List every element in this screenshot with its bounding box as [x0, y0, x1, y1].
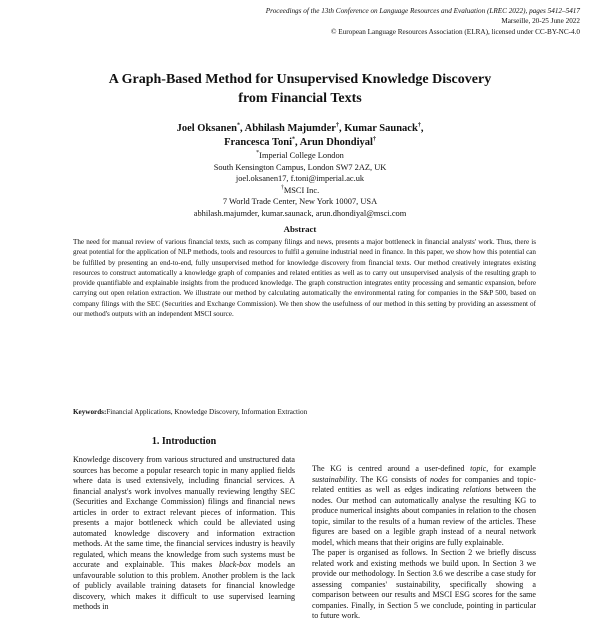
affiliation-1-emails: joel.oksanen17, f.toni@imperial.ac.uk — [235, 174, 365, 183]
author-line-2: Francesca Toni*, Arun Dhondiyal† — [224, 136, 376, 148]
paper-title — [0, 70, 600, 108]
keywords-label: Keywords: — [73, 408, 107, 416]
abstract-text: The need for manual review of various financial texts, such as company filings and news, presents a major bottleneck in financial analysts' work. Thus, there is great potential for the application of NLP methods, tools and resources to fulfil a genuine industrial need in finance. In this paper, we show how this potential can be fulfilled by presenting an end-to-end, fully unsupervised method for knowledge discovery from financial texts. Our method creatively integrates existing resources to construct automatically a knowledge graph of companies and related entities as well as to carry out unsupervised analysis of the resulting graph to provide quantifiable and explainable insights from the produced knowledge. The graph construction integrates entity processing and semantic expansion, before carrying out open relation extraction. We illustrate our method by calculating automatically the environmental rating for companies in the S&P 500, based on company filings with the SEC (Securities and Exchange Commission). We then show the usefulness of our method in this setting by providing an assessment of our method's outputs with an independent MSCI source. — [73, 238, 536, 318]
intro-paragraph: Knowledge discovery from various structured and unstructured data sources has become a popular research topic in many applied fields where data is used extensively, including financial services. A financial analyst's work involves manually reviewing lengthy SEC (Securities and Exchange Commission) filings and financial news articles in order to extract relevant pieces of information. This presents a major bottleneck which could be alleviated using automated knowledge discovery and information extraction methods. At the same time, the financial services industry is heavily regulated, which means the knowledge from such systems must be accurate and explainable. This makes black-box models an unfavourable solution to this problem. Another problem is the lack of publicly available training datasets for financial knowledge discovery, which makes it difficult to use supervised learning methods in — [73, 455, 295, 611]
kg-paragraph: The KG is centred around a user-defined topic, for example sustainability. The KG consists of nodes for companies and topic-related entities as well as edges indicating relations between the nodes. Our method can automatically analyse the resulting KG to produce numerical insights about companies in relation to the chosen topic, similar to the results of a human review of the articles. These figures are based on a legible graph instead of a neural network model, which means that their origins are fully explainable. — [312, 464, 536, 547]
proceedings-header — [266, 6, 580, 37]
affiliation-2-emails: abhilash.majumder, kumar.saunack, arun.dhondiyal@msci.com — [193, 208, 407, 218]
keywords-text: Financial Applications, Knowledge Discovery, Information Extraction — [106, 408, 308, 416]
abstract-heading: Abstract — [283, 224, 317, 234]
affiliations — [0, 150, 600, 219]
affiliation-mark: † — [280, 184, 284, 191]
author-list — [0, 122, 600, 150]
author-name: Kumar Saunack — [344, 123, 418, 134]
affiliation-1-name: *Imperial College London — [256, 150, 344, 160]
left-column — [73, 455, 295, 613]
emphasis: black-box — [218, 560, 251, 569]
author-mark: † — [372, 136, 376, 143]
author-mark: * — [236, 122, 240, 129]
title-line-2: from Financial Texts — [238, 91, 362, 106]
author-mark: * — [292, 136, 296, 143]
author-line-1: Joel Oksanen*, Abhilash Majumder†, Kumar Saunack†, — [176, 122, 424, 134]
organisation-paragraph: The paper is organised as follows. In Section 2 we briefly discuss related work and existing methods we build upon. In Section 3 we provide our methodology. In Section 3.6 we describe a case study for assessing companies' sustainability, specifically showing a comparison between our results and MSCI ESG scores for the same companies. Finally, in Section 5 we conclude, pointing in particular to future work. — [312, 548, 536, 620]
author-name: Abhilash Majumder — [244, 123, 336, 134]
section-heading-introduction: 1. Introduction — [151, 436, 217, 447]
author-name: Joel Oksanen — [176, 123, 237, 134]
affiliation-1-address: South Kensington Campus, London SW7 2AZ, UK — [213, 162, 387, 172]
affiliation-mark: * — [256, 150, 260, 157]
title-line-1: A Graph-Based Method for Unsupervised Knowledge Discovery — [108, 72, 492, 87]
header-venue: Proceedings of the 13th Conference on Language Resources and Evaluation (LREC 2022), pages 5412–5417 — [265, 7, 580, 15]
right-column — [312, 464, 536, 622]
affiliation-2-address: 7 World Trade Center, New York 10007, USA — [222, 197, 378, 206]
author-name: Francesca Toni — [224, 137, 293, 148]
author-mark: † — [417, 122, 421, 129]
header-location: Marseille, 20-25 June 2022 — [501, 17, 580, 26]
affiliation-2-name: †MSCI Inc. — [280, 184, 320, 195]
author-name: Arun Dhondiyal — [299, 137, 373, 148]
header-license: © European Language Resources Association (ELRA), licensed under CC-BY-NC-4.0 — [331, 27, 580, 36]
keywords — [73, 407, 536, 417]
author-mark: † — [335, 122, 339, 129]
